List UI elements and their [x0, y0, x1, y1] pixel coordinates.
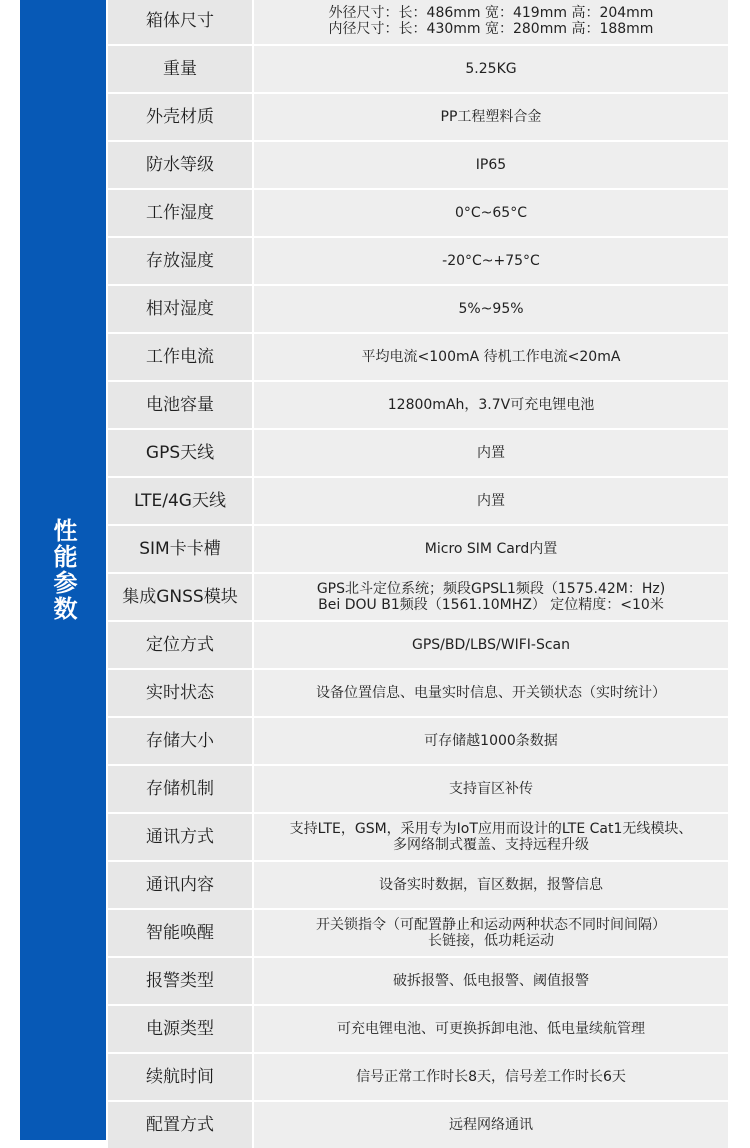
spec-value-line: 0°C~65°C: [454, 205, 527, 221]
spec-row-storage-mechanism: [108, 766, 728, 812]
spec-value-line: 可充电锂电池、可更换拆卸电池、低电量续航管理: [337, 1021, 645, 1037]
spec-row-gps-antenna: [108, 430, 728, 476]
spec-value-line: 平均电流<100mA 待机工作电流<20mA: [361, 349, 621, 365]
spec-value-line: 破拆报警、低电报警、阈值报警: [393, 973, 589, 989]
spec-label: 相对湿度: [108, 286, 252, 332]
spec-value-line: 5%~95%: [458, 301, 524, 317]
spec-value: [254, 0, 728, 44]
spec-value: [254, 382, 728, 428]
spec-row-smart-wakeup: [108, 910, 728, 956]
spec-value-line: GPS/BD/LBS/WIFI-Scan: [412, 637, 570, 653]
spec-value: [254, 1102, 728, 1148]
spec-value-lines: [329, 5, 654, 37]
spec-row-lte-antenna: [108, 478, 728, 524]
spec-value-lines: [317, 581, 665, 613]
spec-value: [254, 766, 728, 812]
spec-label: 通讯内容: [108, 862, 252, 908]
spec-row-configuration-method: [108, 1102, 728, 1148]
spec-value-line: 内置: [477, 445, 505, 461]
spec-value: [254, 526, 728, 572]
spec-row-shell-material: [108, 94, 728, 140]
spec-row-storage-size: [108, 718, 728, 764]
spec-label: 重量: [108, 46, 252, 92]
spec-value: [254, 1054, 728, 1100]
spec-value-line: 可存储越1000条数据: [424, 733, 558, 749]
spec-label: 报警类型: [108, 958, 252, 1004]
spec-label: 存放湿度: [108, 238, 252, 284]
spec-label: 工作湿度: [108, 190, 252, 236]
spec-label: 电源类型: [108, 1006, 252, 1052]
spec-value-line: 信号正常工作时长8天，信号差工作时长6天: [356, 1069, 626, 1085]
spec-value: [254, 478, 728, 524]
spec-row-battery-life: [108, 1054, 728, 1100]
sidebar-title: 性能参数: [49, 518, 77, 622]
spec-value: [254, 670, 728, 716]
spec-row-box-size: [108, 0, 728, 44]
spec-value-line: 远程网络通讯: [449, 1117, 533, 1133]
spec-value: [254, 574, 728, 620]
spec-row-communication-method: [108, 814, 728, 860]
spec-label: 箱体尺寸: [108, 0, 252, 44]
spec-row-weight: [108, 46, 728, 92]
spec-value-line: 内置: [477, 493, 505, 509]
spec-value-line: 5.25KG: [465, 61, 517, 77]
spec-value-line: 长链接，低功耗运动: [428, 933, 554, 949]
spec-label: 存储大小: [108, 718, 252, 764]
spec-value-line: GPS北斗定位系统；频段GPSL1频段（1575.42M：Hz): [316, 581, 666, 597]
spec-row-positioning-method: [108, 622, 728, 668]
spec-row-battery-capacity: [108, 382, 728, 428]
spec-value-line: Micro SIM Card内置: [424, 541, 558, 557]
spec-row-power-type: [108, 1006, 728, 1052]
spec-value: [254, 814, 728, 860]
spec-value-line: 支持LTE，GSM，采用专为IoT应用而设计的LTE Cat1无线模块、: [289, 821, 693, 837]
spec-value: [254, 622, 728, 668]
spec-value: [254, 46, 728, 92]
spec-label: 存储机制: [108, 766, 252, 812]
spec-value-line: 12800mAh，3.7V可充电锂电池: [387, 397, 595, 413]
spec-value-line: 内径尺寸：长：430mm 宽：280mm 高：188mm: [328, 21, 654, 37]
spec-value: [254, 718, 728, 764]
spec-row-working-humidity: [108, 190, 728, 236]
spec-label: 外壳材质: [108, 94, 252, 140]
spec-value: [254, 958, 728, 1004]
spec-value-line: -20°C~+75°C: [442, 253, 540, 269]
spec-value: [254, 94, 728, 140]
spec-value-line: IP65: [475, 157, 507, 173]
spec-label: 智能唤醒: [108, 910, 252, 956]
spec-row-sim-slot: [108, 526, 728, 572]
spec-row-gnss-module: [108, 574, 728, 620]
spec-label: GPS天线: [108, 430, 252, 476]
spec-label: 防水等级: [108, 142, 252, 188]
spec-label: LTE/4G天线: [108, 478, 252, 524]
spec-value-line: 设备位置信息、电量实时信息、开关锁状态（实时统计）: [316, 685, 666, 701]
spec-label: 续航时间: [108, 1054, 252, 1100]
spec-value: [254, 334, 728, 380]
spec-row-alarm-type: [108, 958, 728, 1004]
spec-value: [254, 430, 728, 476]
spec-value: [254, 1006, 728, 1052]
spec-label: 通讯方式: [108, 814, 252, 860]
spec-value-line: PP工程塑料合金: [440, 109, 542, 125]
spec-label: 集成GNSS模块: [108, 574, 252, 620]
spec-label: SIM卡卡槽: [108, 526, 252, 572]
spec-value: [254, 862, 728, 908]
spec-row-working-current: [108, 334, 728, 380]
spec-row-relative-humidity: [108, 286, 728, 332]
spec-value: [254, 910, 728, 956]
spec-label: 配置方式: [108, 1102, 252, 1148]
spec-value: [254, 190, 728, 236]
spec-value: [254, 238, 728, 284]
spec-label: 电池容量: [108, 382, 252, 428]
spec-value-lines: [316, 917, 666, 949]
spec-value: [254, 286, 728, 332]
spec-row-communication-content: [108, 862, 728, 908]
spec-value-lines: [290, 821, 693, 853]
spec-row-realtime-status: [108, 670, 728, 716]
spec-value-line: 设备实时数据，盲区数据，报警信息: [379, 877, 603, 893]
spec-label: 实时状态: [108, 670, 252, 716]
spec-value: [254, 142, 728, 188]
spec-row-storage-humidity: [108, 238, 728, 284]
spec-value-line: 外径尺寸：长：486mm 宽：419mm 高：204mm: [328, 5, 654, 21]
spec-value-line: 多网络制式覆盖、支持远程升级: [393, 837, 589, 853]
spec-value-line: 支持盲区补传: [449, 781, 533, 797]
spec-label: 工作电流: [108, 334, 252, 380]
spec-label: 定位方式: [108, 622, 252, 668]
spec-value-line: 开关锁指令（可配置静止和运动两种状态不同时间间隔）: [316, 917, 666, 933]
spec-value-line: Bei DOU B1频段（1561.10MHZ） 定位精度：<10米: [318, 597, 664, 613]
spec-row-waterproof: [108, 142, 728, 188]
